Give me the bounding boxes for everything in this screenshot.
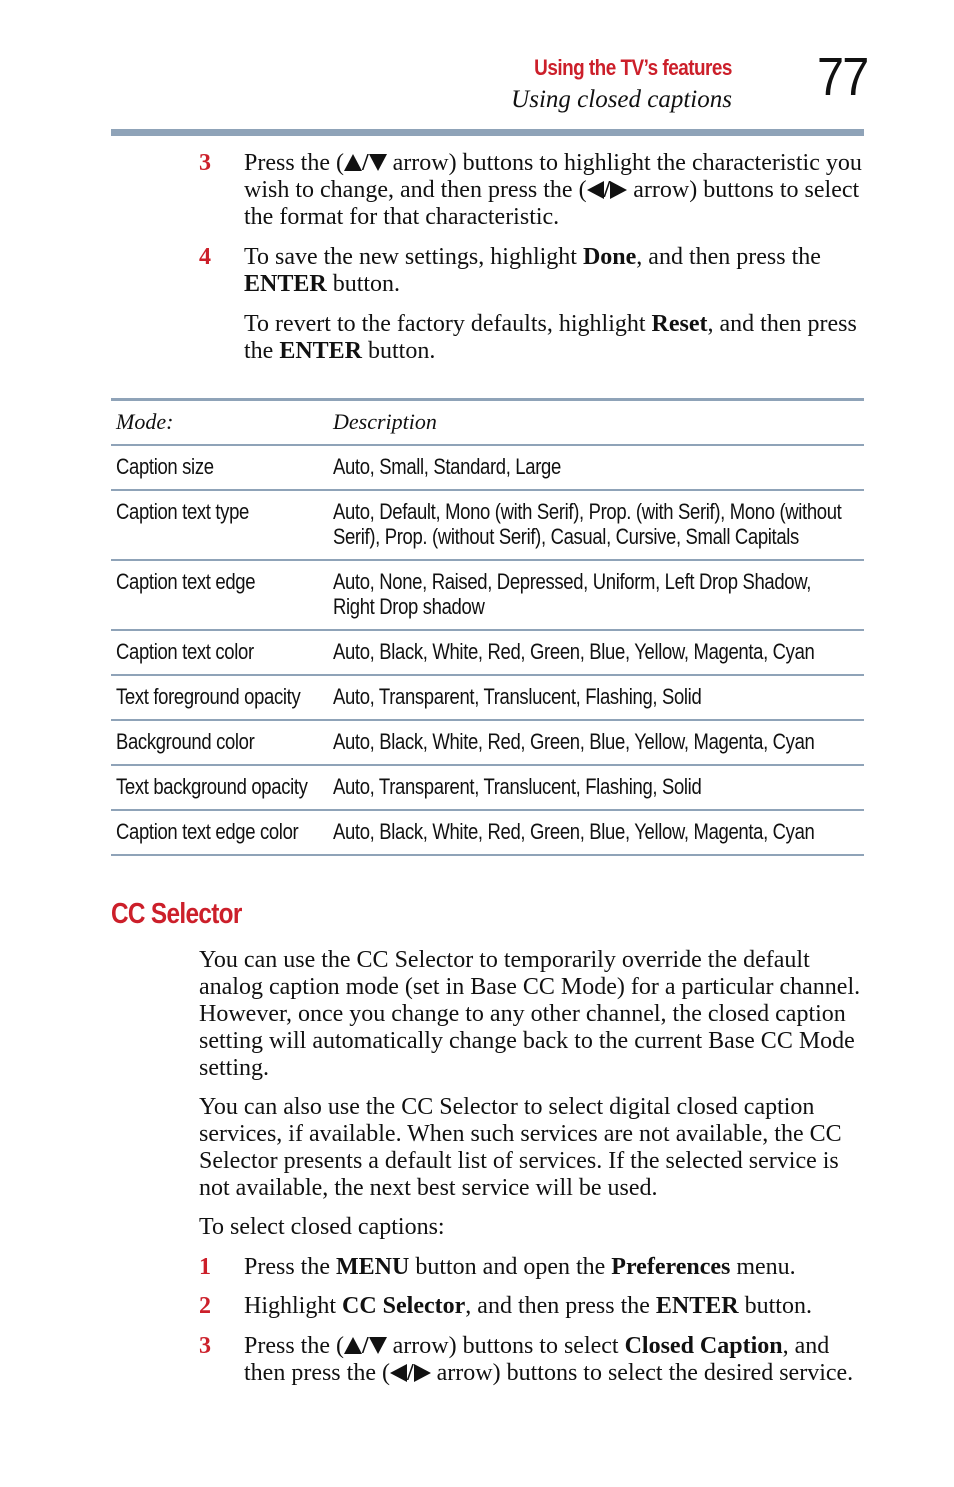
- step-number: 2: [199, 1293, 211, 1319]
- step-text: Highlight CC Selector, and then press the ENTER button.: [244, 1293, 812, 1319]
- step-4-save-settings: [199, 244, 863, 298]
- table-header-description: Description: [333, 409, 437, 434]
- up-arrow-icon: [344, 1337, 362, 1354]
- cc-selector-intro: To select closed captions:: [199, 1214, 445, 1240]
- table-row: [111, 631, 864, 676]
- step-number: 4: [199, 244, 211, 270]
- left-arrow-icon: [390, 1364, 407, 1382]
- revert-note: To revert to the factory defaults, highlight Reset, and then press the ENTER button.: [244, 311, 857, 364]
- section-heading-cc-selector: CC Selector: [111, 898, 242, 930]
- table-cell-mode: Background color: [116, 729, 255, 754]
- table-cell-mode: Caption text edge: [116, 569, 256, 594]
- table-cell-description: Auto, Black, White, Red, Green, Blue, Yellow, Magenta, Cyan: [333, 639, 815, 664]
- cc-step-1-open-preferences: [199, 1254, 863, 1281]
- cc-step-3-select-service: [199, 1333, 863, 1387]
- left-arrow-icon: [587, 181, 604, 199]
- running-header-subsection: Using closed captions: [511, 86, 732, 113]
- table-cell-description: Auto, Default, Mono (with Serif), Prop. (with Serif), Mono (without Serif), Prop. (without Serif), Casual, Cursive, Small Capitals: [333, 499, 842, 549]
- step-number: 1: [199, 1254, 211, 1280]
- table-cell-mode: Text background opacity: [116, 774, 308, 799]
- table-header-row: [111, 401, 864, 446]
- step-number: 3: [199, 1333, 211, 1359]
- table-cell-description: Auto, Transparent, Translucent, Flashing, Solid: [333, 684, 702, 709]
- table-row: [111, 561, 864, 631]
- right-arrow-icon: [610, 181, 627, 199]
- cc-selector-paragraph-1: You can use the CC Selector to temporarily override the default analog caption mode (set in Base CC Mode) for a particular channel. However, once you change to any other channel, the closed caption setting will automatically change back to the current Base CC Mode setting.: [199, 947, 861, 1081]
- table-cell-mode: Caption text type: [116, 499, 249, 524]
- table-cell-mode: Caption text color: [116, 639, 254, 664]
- table-row: [111, 491, 864, 561]
- down-arrow-icon: [369, 1337, 387, 1354]
- step-3-select-characteristic: [199, 150, 863, 231]
- caption-settings-table: [111, 398, 864, 856]
- step-text: Press the ( / arrow) buttons to select Closed Caption, and then press the ( / arrow) buttons to select the desired service.: [244, 1333, 854, 1386]
- table-row: [111, 676, 864, 721]
- table-row: [111, 446, 864, 491]
- step-text: Press the ( / arrow) buttons to highlight the characteristic you wish to change, and then press the ( / arrow) buttons to select the format for that characteristic.: [244, 150, 862, 230]
- down-arrow-icon: [369, 154, 387, 171]
- step-text: To save the new settings, highlight Done, and then press the ENTER button.: [244, 244, 821, 297]
- table-row: [111, 811, 864, 856]
- table-cell-description: Auto, Black, White, Red, Green, Blue, Yellow, Magenta, Cyan: [333, 819, 815, 844]
- table-cell-mode: Caption text edge color: [116, 819, 299, 844]
- table-cell-description: Auto, Small, Standard, Large: [333, 454, 561, 479]
- table-header-mode: Mode:: [116, 409, 174, 434]
- table-cell-description: Auto, Black, White, Red, Green, Blue, Yellow, Magenta, Cyan: [333, 729, 815, 754]
- table-row: [111, 766, 864, 811]
- page-number: 77: [817, 47, 868, 107]
- up-arrow-icon: [344, 154, 362, 171]
- table-cell-mode: Caption size: [116, 454, 214, 479]
- right-arrow-icon: [414, 1364, 431, 1382]
- header-rule: [111, 129, 864, 136]
- cc-step-2-highlight-selector: [199, 1293, 863, 1320]
- step-number: 3: [199, 150, 211, 176]
- table-cell-description: Auto, None, Raised, Depressed, Uniform, Left Drop Shadow, Right Drop shadow: [333, 569, 812, 619]
- step-text: Press the MENU button and open the Preferences menu.: [244, 1254, 796, 1280]
- table-cell-mode: Text foreground opacity: [116, 684, 301, 709]
- table-cell-description: Auto, Transparent, Translucent, Flashing, Solid: [333, 774, 702, 799]
- table-row: [111, 721, 864, 766]
- running-header-section: Using the TV’s features: [534, 55, 732, 80]
- cc-selector-paragraph-2: You can also use the CC Selector to select digital closed caption services, if available. When such services are not available, the CC Selector presents a default list of services. If the selected service is not available, the next best service will be used.: [199, 1094, 842, 1201]
